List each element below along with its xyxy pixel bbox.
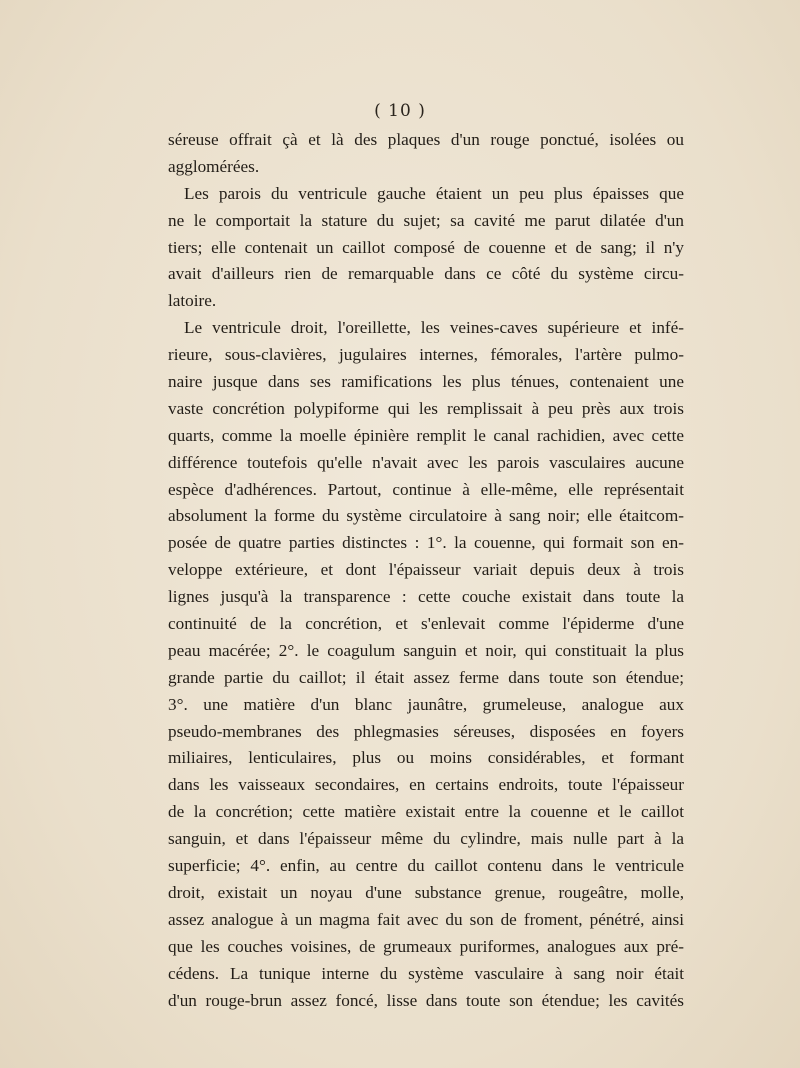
text-line: rieure, sous-clavières, jugulaires internes, fémorales, l'artère pulmo- (168, 345, 684, 365)
text-line: assez analogue à un magma fait avec du son de froment, pénétré, ainsi (168, 909, 684, 929)
text-line: absolument la forme du système circulatoire à sang noir; elle étaitcom- (168, 506, 684, 526)
text-line: Le ventricule droit, l'oreillette, les veines-caves supérieure et infé- (184, 318, 684, 338)
page-number: ( 10 ) (374, 101, 426, 121)
text-line: séreuse offrait çà et là des plaques d'un rouge ponctué, isolées ou (168, 130, 684, 149)
text-line: lignes jusqu'à la transparence : cette couche existait dans toute la (168, 587, 684, 607)
text-line: superficie; 4°. enfin, au centre du caillot contenu dans le ventricule (168, 856, 684, 876)
text-line: de la concrétion; cette matière existait entre la couenne et le caillot (168, 802, 684, 822)
text-line: veloppe extérieure, et dont l'épaisseur variait depuis deux à trois (168, 560, 684, 580)
text-line: grande partie du caillot; il était assez ferme dans toute son étendue; (168, 667, 684, 687)
text-line: 3°. une matière d'un blanc jaunâtre, grumeleuse, analogue aux (168, 694, 684, 714)
text-line: posée de quatre parties distinctes : 1°. la couenne, qui formait son en- (168, 533, 684, 553)
text-line: dans les vaisseaux secondaires, en certains endroits, toute l'épaisseur (168, 775, 684, 795)
text-line: vaste concrétion polypiforme qui les remplissait à peu près aux trois (168, 398, 684, 418)
text-line: quarts, comme la moelle épinière remplit le canal rachidien, avec cette (168, 425, 684, 445)
body-text (168, 127, 684, 1014)
text-line: que les couches voisines, de grumeaux puriformes, analogues aux pré- (168, 936, 684, 956)
text-line: continuité de la concrétion, et s'enlevait comme l'épiderme d'une (168, 614, 684, 634)
text-line: miliaires, lenticulaires, plus ou moins considérables, et formant (168, 748, 684, 768)
text-line: tiers; elle contenait un caillot composé de couenne et de sang; il n'y (168, 237, 684, 257)
text-line: Les parois du ventricule gauche étaient un peu plus épaisses que (184, 183, 684, 203)
text-line: avait d'ailleurs rien de remarquable dans ce côté du système circu- (168, 264, 684, 284)
text-line: naire jusque dans ses ramifications les plus ténues, contenaient une (168, 372, 684, 392)
text-line: d'un rouge-brun assez foncé, lisse dans toute son étendue; les cavités (168, 990, 684, 1010)
text-line: différence toutefois qu'elle n'avait avec les parois vasculaires aucune (168, 452, 684, 472)
text-line: espèce d'adhérences. Partout, continue à elle-même, elle représentait (168, 479, 684, 499)
text-line: latoire. (168, 291, 217, 311)
text-line: ne le comportait la stature du sujet; sa cavité me parut dilatée d'un (168, 210, 684, 230)
text-line: agglomérées. (168, 156, 260, 176)
text-line: cédens. La tunique interne du système vasculaire à sang noir était (168, 963, 684, 983)
text-line: pseudo-membranes des phlegmasies séreuses, disposées en foyers (168, 721, 684, 741)
text-line: droit, existait un noyau d'une substance grenue, rougeâtre, molle, (168, 882, 684, 902)
text-line: peau macérée; 2°. le coagulum sanguin et noir, qui constituait la plus (168, 640, 684, 660)
text-line: sanguin, et dans l'épaisseur même du cylindre, mais nulle part à la (168, 829, 684, 849)
